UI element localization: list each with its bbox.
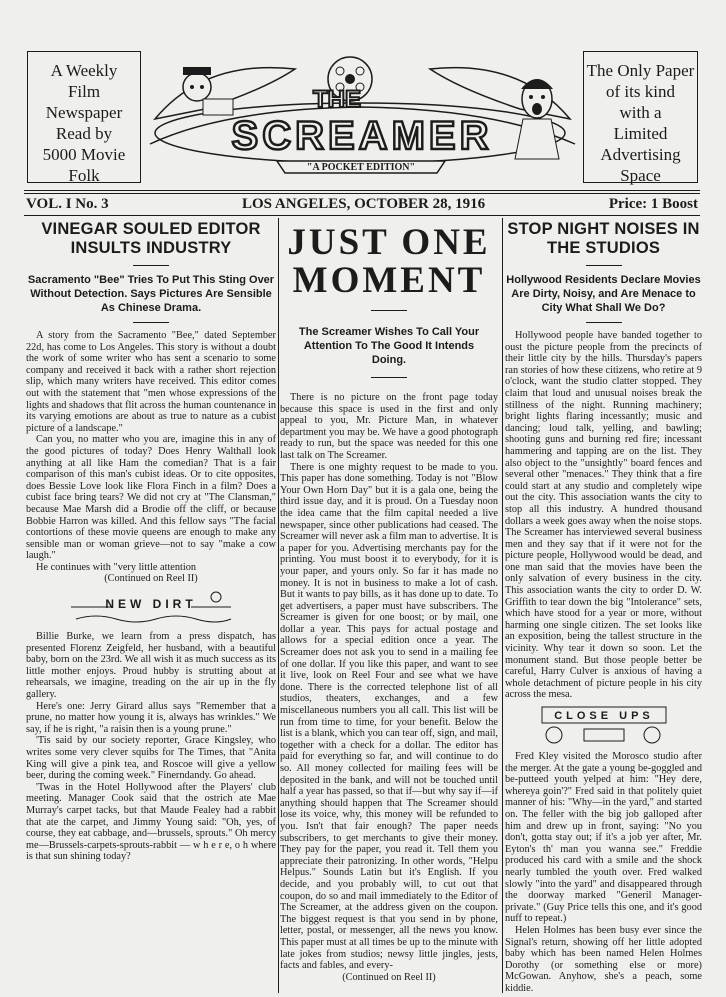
- volume-number: VOL. I No. 3: [26, 196, 109, 212]
- paragraph: Helen Holmes has been busy ever since the Signal's return, showing off her little adopted baby which has been named Helen Holmes Dorothy (or something else or more) McGowan. Anyhow, she's a peach, some kiddie.: [505, 924, 702, 993]
- new-dirt-title: NEW DIRT: [105, 597, 197, 612]
- separator: [133, 265, 169, 266]
- paragraph: Can you, no matter who you are, imagine this in any of the good pictures of today? Does Henry Walthall look anything at all like Ham the comedian? That is a fair comparison of this man's cubist ideas. Or to cite opposites, does Bessie Love look like Flora Finch in a film? Does a cubist face bring tears? We did not cry at "The Clansman," because Mae Marsh did a Brodie off the cliff, or because Bobbie Harron was killed. And this fellow says "The facial contortions of these movie queens are enough to make any sensible man or woman grieve—not to say "make a cow laugh.": [26, 434, 276, 562]
- masthead-left-box: [27, 51, 141, 183]
- subhead: Sacramento "Bee" Tries To Put This Sting Over Without Detection. Says Pictures Are Sensible As Chinese Drama.: [27, 274, 275, 314]
- continued-note: (Continued on Reel II): [104, 573, 198, 585]
- left-box-line: Folk: [68, 166, 100, 185]
- right-box-line: Advertising: [600, 145, 681, 164]
- separator: [586, 265, 622, 266]
- paragraph: There is one mighty request to be made to you. This paper has done something. Today is not "Blow Your Own Horn Day" but it is a gala one, being the third issue day, and it is proud. On a Tuesday noon the idea came that the film capital needed a live newspaper, since other publications had ceased. The Screamer will never ask a film man to advertise. It is a paper for you. Advertising merchants pay for the printing. You must boost it to everybody, for it is your paper, and yours only. So far it has made no money. It is not in business to make a lot of cash. But it wants to pay bills, as it has done up to date. To get advertisers, a paper must have subscribers. The Screamer is given for one boost; or by mail, one dollar a year. This pays for actual postage and allows for a special edition once a year. The Screamer does not ask you to send in a mailing fee of one dollar. If you like this paper, and want to see it live, look on Reel Four and see what we have done. There is the corrected telephone list of all studios, theaters, exchanges, and a few miscellaneous numbers you all call. This list will be run from time to time, for your benefit. Below the list is a blank, which you can tear off, sign, and mail, together with a check for a dollar. The editor has paid for everything so far, and will continue to do so. All money collected for mailing fees will be deposited in the bank, and will not be touched until half a year has passed, so that if—but why say if—if anything should happen that The Screamer should lose its voice, why, this money will be refunded to you. Isn't that fair enough? The paper needs subscribers, to get merchants to give their money. They pay for the paper, you read it. Tell them you appreciate their patronizing. In other words, "Helpu Helpus." Sounds Latin but it's English. If you decide, and you probably will, to cut out that coupon, do so and mail immediately to the Editor of The Screamer, at the address given on the coupon. The biggest request is that you send in by phone, letter, postal, or messenger, all the news you know. This paper must at all times be up to the minute with late jokes from studios; newsy little jingles, jests, facts and fables, and every-: [280, 461, 498, 972]
- dateline: [24, 196, 700, 216]
- right-box-line: of its kind: [606, 82, 675, 101]
- face-icon: [546, 727, 562, 743]
- close-ups-cartoon: [524, 705, 684, 745]
- right-box-line: with a: [619, 103, 662, 122]
- logo-screamer: SCREAMER: [231, 114, 493, 158]
- continued-note: (Continued on Reel II): [342, 971, 436, 983]
- separator: [371, 310, 407, 311]
- left-box-line: Newspaper: [45, 103, 123, 122]
- price: Price: 1 Boost: [608, 196, 698, 212]
- left-box-line: Film: [67, 82, 101, 101]
- masthead-rule-top: [24, 190, 700, 191]
- headline: STOP NIGHT NOISES IN THE STUDIOS: [507, 220, 700, 257]
- dateline-rule: [24, 215, 700, 216]
- place-and-date: LOS ANGELES, OCTOBER 28, 1916: [242, 196, 486, 212]
- logo-the: THE: [313, 86, 361, 113]
- masthead-rule-top-2: [24, 193, 700, 194]
- paragraph: Here's one: Jerry Girard allus says "Remember that a prune, no matter how young it is, always has wrinkles." We say, if he is right, "a raisin then is a young prune.": [26, 700, 276, 735]
- subhead: The Screamer Wishes To Call Your Attention To The Good It Intends Doing.: [298, 326, 480, 366]
- new-dirt-banner: [26, 589, 276, 625]
- headline: JUST ONE MOMENT: [287, 222, 491, 301]
- article-vinegar-souled-editor: [26, 218, 276, 993]
- separator: [586, 322, 622, 323]
- paragraph: 'Twas in the Hotel Hollywood after the Players' club meeting. Manager Cook said that the ostrich ate Mae Murray's carpet tacks, but that Maude Fealey had a rabbit that ate the carpet, and Jimmy Young said: "Oh, yes, of course, they eat cabbage, and—brussels, sprouts." Oh mercy me—Brussels-carpets-sprouts-rabbit — w h e r e, o h where is that sun shining today?: [26, 781, 276, 863]
- paragraph: Billie Burke, we learn from a press dispatch, has presented Florenz Zeigfeld, her husband, with a beautiful baby, born on the 23rd. We all wish it as much success as its little mother enjoys. Proud hubby is strutting about at rehearsals, we imagine, treading on the air up in the fly gallery.: [26, 631, 276, 701]
- paragraph: A story from the Sacramento "Bee," dated September 22d, has come to Los Angeles. This story is without a doubt the work of some writer who has sent a scenario to some company and received it back with a rather short rejection slip, which many writers have received. This editor comes out with the statement that "men whose expressions of the lights and shadows that flit across the human countenance in its varying emotions are about as true to nature as a cubist picture of a landscape.": [26, 330, 276, 434]
- headline: VINEGAR SOULED EDITOR INSULTS INDUSTRY: [41, 220, 261, 257]
- paragraph: 'Tis said by our society reporter, Grace Kingsley, who writes some very clever squibs for The Times, that "Anita King will give a pink tea, and Roscoe will give a yellow beer, during the coming week." Finerndandy. Go ahead.: [26, 735, 276, 782]
- left-box-line: Read by: [55, 124, 113, 143]
- paragraph: He continues with "very little attention: [36, 561, 197, 573]
- paragraph: Fred Kley visited the Morosco studio after the merger. At the gate a young be-goggled and be-putteed youth yelped at him: "Hey dere, whereya goin'?" Fred said in that politely quiet manner of his: "Why—in the yard," and started on. The feller with the big job galloped after him and drew up in front, saying: "No you don't, gotta stay out; if it's a job yer after, Mr. Eyton's th' man you wanna see." Freddie produced his card with a smile and the shock nearly tumbled the youth over. Fred walked slowly "into the yard" and disappeared through the doorway marked "Generil Manager-private." (Guy Price tells this one, and it's good nuff to repeat.): [505, 751, 702, 925]
- separator: [133, 322, 169, 323]
- left-box-line: A Weekly: [50, 61, 118, 80]
- separator: [371, 377, 407, 378]
- article-just-one-moment: [280, 218, 498, 993]
- camera-icon: [644, 727, 660, 743]
- subhead: Hollywood Residents Declare Movies Are Dirty, Noisy, and Are Menace to City What Shall We Do?: [506, 274, 701, 314]
- right-box-line: Space: [620, 166, 661, 185]
- left-box-line: 5000 Movie: [42, 145, 126, 164]
- right-box-line: Limited: [613, 124, 668, 143]
- right-box-line: The Only Paper: [586, 61, 695, 80]
- masthead-logo: [145, 49, 580, 187]
- edition-banner: "A POCKET EDITION": [306, 162, 416, 173]
- paragraph: Hollywood people have banded together to oust the picture people from the precincts of their little city by the hills. Thursday's papers ran stories of how these citizens, who retire at 9 o'clock, want the studio clatter stopped. They claim that loud and unusual noises break the stillness of the night. Running machinery; bright lights flaring incessantly; music and dancing; loud talk, yelling, and bawling; shooting guns and burning red fire; incessant hammering and tapping are on the list. They also object to the "unsightly" board fences and several other "menaces." They think that a fire could start at any studio and completely wipe out the city. This association wants the city to stop all this industry. A hundred thousand dollars a week goes away when the noise stops. The Screamer has interviewed several business men and they say that if it were not for the picture people, Hollywood would be dead, and one man said that the movies have been the only salvation of every business in the city. This association wants the city to order D. W. Griffith to tear down the big "Intolerance" sets, which have stood for a year or more, without harming one single citizen. The set looks like an exposition, being the tallest structure in the vicinity. Why tear it down so soon. Let the monument stand. But those people better be careful, Harry Culver is anxious of having a whole detachment of picture people in his city across the mesa.: [505, 330, 702, 701]
- camera-man-figure: [183, 67, 233, 115]
- close-ups-banner: [505, 705, 702, 745]
- screamer-logo-illustration: [145, 49, 580, 187]
- column-divider: [278, 218, 279, 993]
- article-stop-night-noises: [505, 218, 702, 993]
- column-divider: [502, 218, 503, 993]
- screaming-woman-figure: [515, 79, 559, 159]
- new-dirt-cartoon: [66, 589, 236, 625]
- close-ups-title: CLOSE UPS: [553, 710, 654, 722]
- masthead-right-box: [583, 51, 698, 183]
- paragraph: There is no picture on the front page today because this space is used in the first and only appeal to you, Mr. Picture Man, in whatever department you may be. We have a good photograph ready to run, but the space was needed for this one last talk on The Screamer.: [280, 392, 498, 461]
